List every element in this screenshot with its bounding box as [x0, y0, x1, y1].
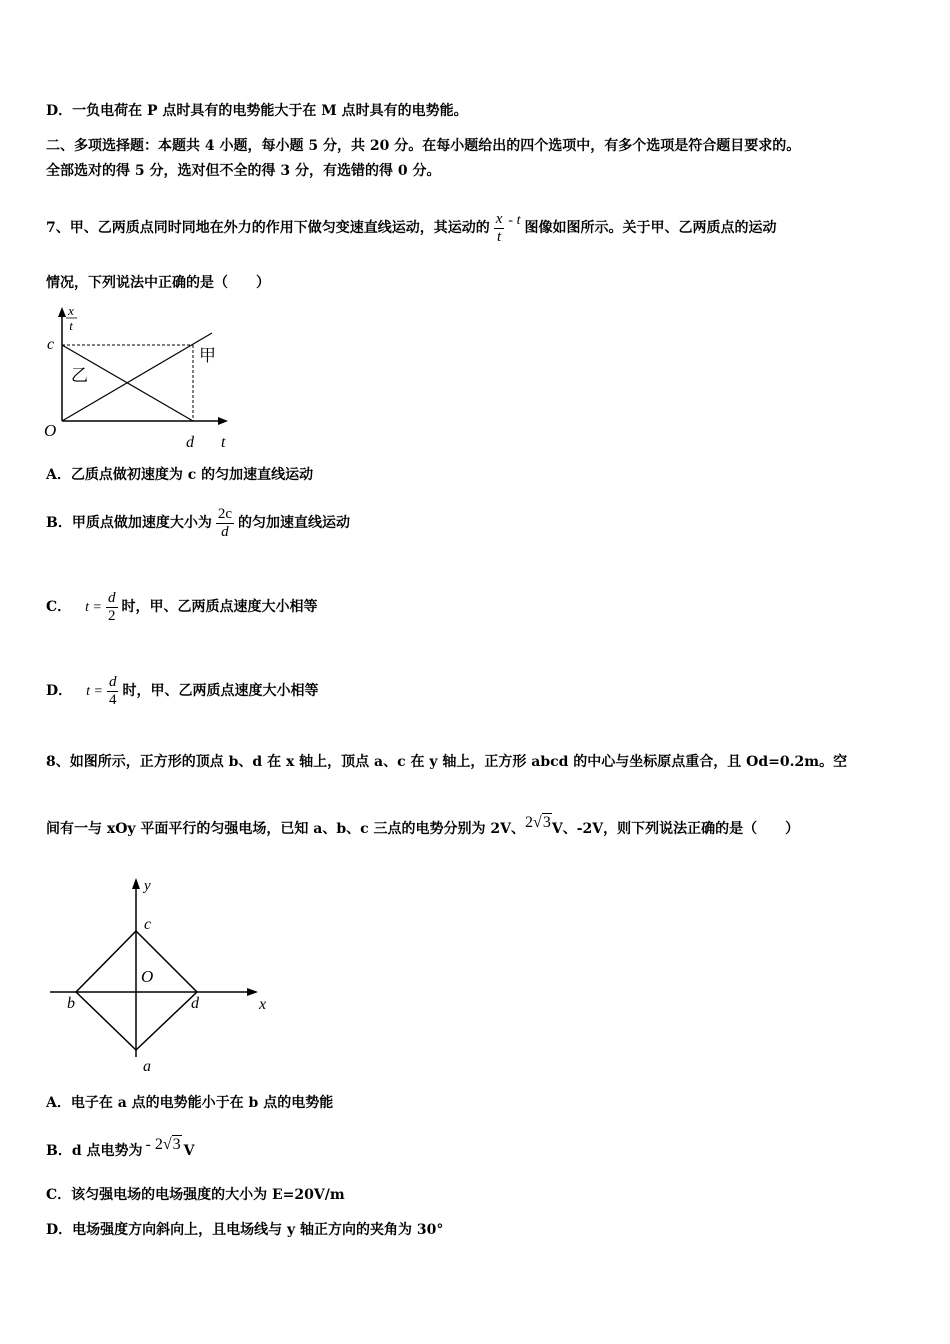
q8-option-c: C．该匀强电场的电场强度的大小为 E=20V/m [46, 1187, 345, 1203]
q7-option-c-fraction: $\frac{d}{2}$ [108, 589, 116, 624]
q8-label-c: c [144, 916, 152, 933]
q7-label-yi: 乙 [71, 366, 88, 385]
q7-option-d-fraction: $\frac{d}{4}$ [108, 673, 117, 708]
q7-label-o: O [44, 421, 57, 440]
q7-stem-frac-tail: - t [508, 213, 521, 228]
section2-scoring: 全部选对的得 5 分，选对但不全的得 3 分，有选错的得 0 分。 [46, 163, 441, 179]
q7-stem-fraction: $\frac{x}{t}$ [495, 210, 503, 245]
q7-option-a: A．乙质点做初速度为 c 的匀加速直线运动 [46, 467, 314, 483]
q7-option-d: D． t = $\frac{d}{4}$ 时，甲、乙两质点速度大小相等 [46, 673, 319, 708]
q8-label-d: d [191, 995, 199, 1012]
q8-label-o: O [141, 967, 154, 986]
q7-label-t: t [221, 434, 226, 451]
q7-label-d: d [186, 434, 194, 451]
q8-label-a: a [143, 1058, 151, 1075]
q8-square-figure [44, 872, 284, 1077]
q8-option-b: B．d 点电势为 - 2√3 V [46, 1136, 195, 1159]
q8-y-arrow [132, 878, 140, 889]
q8-option-d: D．电场强度方向斜向上，且电场线与 y 轴正方向的夹角为 30° [46, 1222, 444, 1238]
q8-stem-line1: 8、如图所示，正方形的顶点 b、d 在 x 轴上，顶点 a、c 在 y 轴上，正方形 abcd 的中心与坐标原点重合，且 Od=0.2m。空 [46, 754, 848, 770]
q7-stem-line2: 情况，下列说法中正确的是（ ） [46, 275, 270, 291]
q8-label-x: x [259, 996, 267, 1013]
q8-option-b-sqrt: - 2√3 [145, 1136, 181, 1153]
q8-x-arrow [247, 988, 258, 996]
q8-stem-line2: 间有一与 xOy 平面平行的匀强电场，已知 a、b、c 三点的电势分别为 2V、2√3V、-2V，则下列说法正确的是（ ） [46, 814, 800, 837]
q8-option-a: A．电子在 a 点的电势能小于在 b 点的电势能 [46, 1095, 334, 1111]
q7-y-label-den: t [69, 318, 73, 333]
q7-label-jia: 甲 [199, 346, 216, 365]
q8-stem-sqrt: 2√3 [525, 814, 551, 831]
q7-stem-line1 [46, 196, 776, 253]
q7-option-b-fraction: $\frac{2c}{d}$ [217, 505, 233, 540]
q8-label-b: b [67, 995, 75, 1012]
q7-stem-after: 图像如图所示。关于甲、乙两质点的运动 [524, 220, 777, 236]
q7-y-arrow [58, 307, 66, 317]
q8-label-y: y [144, 878, 151, 894]
q6-option-d: D．一负电荷在 P 点时具有的电势能大于在 M 点时具有的电势能。 [46, 103, 468, 119]
q7-option-c: C． t = $\frac{d}{2}$ 时，甲、乙两质点速度大小相等 [46, 589, 318, 624]
q7-option-b: B．甲质点做加速度大小为 $\frac{2c}{d}$ 的匀加速直线运动 [46, 505, 351, 540]
q7-label-c: c [47, 336, 55, 353]
section2-heading: 二、多项选择题：本题共 4 小题，每小题 5 分，共 20 分。在每小题给出的四个选项中，有多个选项是符合题目要求的。 [46, 138, 801, 154]
q7-x-arrow [218, 417, 228, 425]
q7-xt-graph [40, 303, 240, 455]
q7-stem-before: 7、甲、乙两质点同时同地在外力的作用下做匀变速直线运动，其运动的 [46, 220, 490, 236]
q7-y-label-num: x [68, 303, 74, 318]
